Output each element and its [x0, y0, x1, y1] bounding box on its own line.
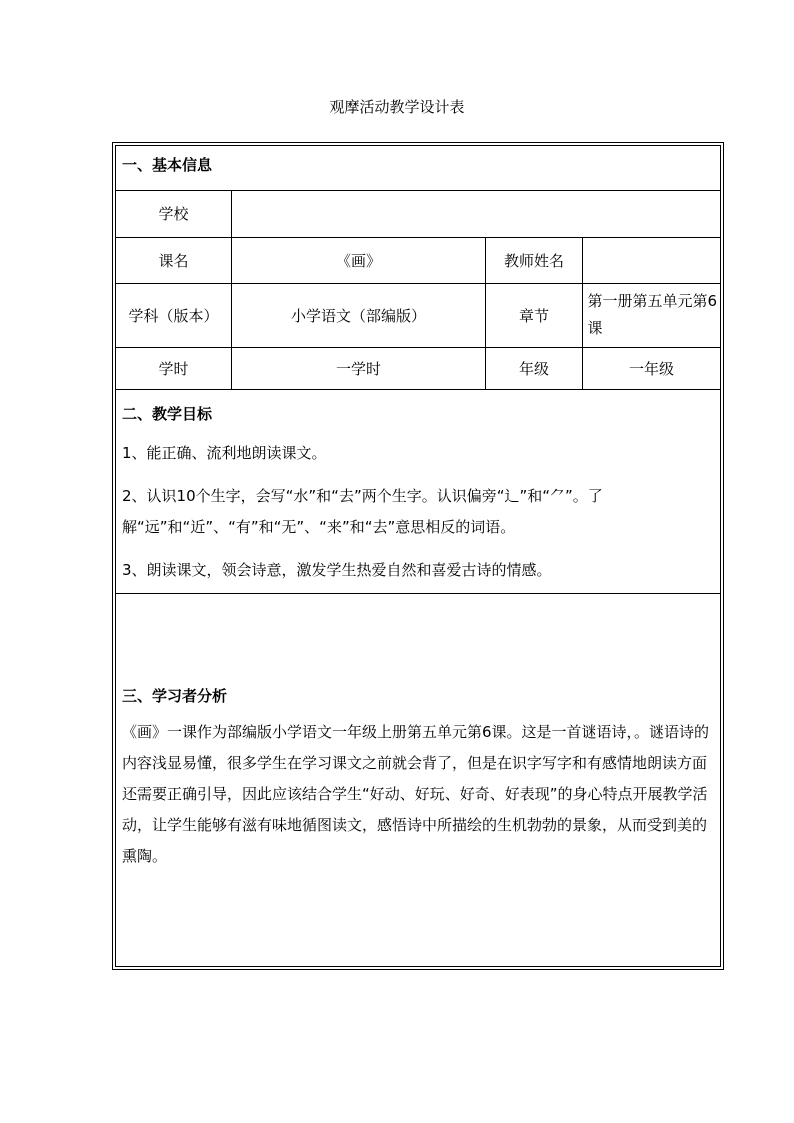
school-value	[232, 190, 720, 237]
grade-label: 年级	[518, 359, 549, 378]
hours-label: 学时	[158, 359, 189, 378]
course-label: 课名	[158, 251, 189, 270]
chapter-value: 第一册第五单元第6课	[587, 292, 718, 337]
subject-value: 小学语文（部编版）	[290, 306, 426, 325]
learner-analysis-text: 《画》一课作为部编版小学语文一年级上册第五单元第6课。这是一首谜语诗，。谜语诗的内容浅显易懂，很多学生在学习课文之前就会背了，但是在识字写字和有感情地朗读方面还需要正确引导，因此应该结合学生“好动、好玩、好奇、好表现”的身心特点开展教学活动，让学生能够有滋有味地循图读文，感悟诗中所描绘的生机勃勃的景象，从而受到美的熏陶。	[122, 723, 710, 865]
design-table-inner	[115, 145, 721, 967]
document-title: 观摩活动教学设计表	[329, 98, 465, 116]
teacher-label: 教师姓名	[503, 251, 564, 270]
teacher-value	[583, 237, 720, 283]
goal-item: 3、朗读课文，领会诗意，激发学生热爱自然和喜爱古诗的情感。	[122, 561, 552, 579]
section-learner-analysis-heading: 三、学习者分析	[122, 687, 228, 705]
design-table	[112, 142, 724, 970]
divider	[116, 389, 720, 390]
divider	[116, 593, 720, 594]
grade-value: 一年级	[628, 359, 674, 378]
school-label: 学校	[158, 205, 189, 223]
subject-label: 学科（版本）	[128, 306, 219, 325]
goal-item: 2、认识10个生字，会写“水”和“去”两个生字。认识偏旁“辶”和“⺈”。了解“远”和“近”、“有”和“无”、“来”和“去”意思相反的词语。	[122, 487, 603, 536]
course-value: 《画》	[335, 251, 381, 270]
section-teaching-goals-heading: 二、教学目标	[122, 405, 213, 423]
chapter-label: 章节	[518, 306, 549, 325]
goal-item: 1、能正确、流利地朗读课文。	[122, 444, 327, 462]
section-basic-info-heading: 一、基本信息	[122, 156, 213, 174]
hours-value: 一学时	[335, 359, 381, 378]
